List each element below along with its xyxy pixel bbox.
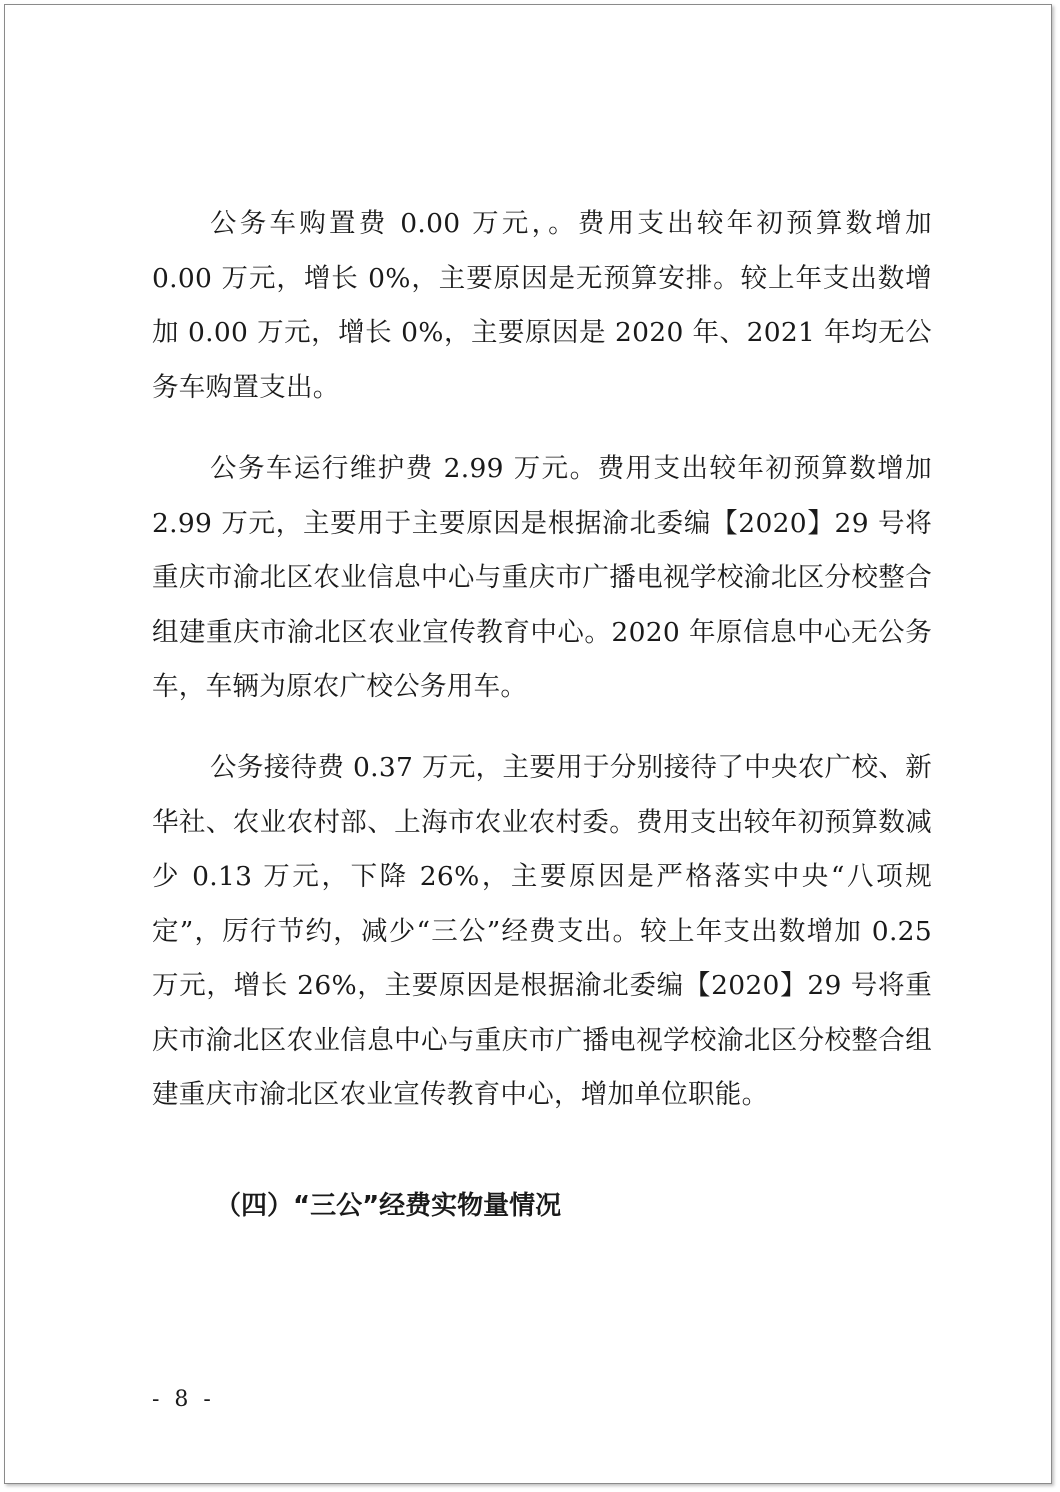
page-number: - 8 - xyxy=(152,1387,215,1412)
section-heading: （四）“三公”经费实物量情况 xyxy=(215,1191,562,1221)
paragraph-official-reception: 公务接待费 0.37 万元，主要用于分别接待了中央农广校、新华社、农业农村部、上海市农业农村委。费用支出较年初预算数减少 0.13 万元，下降 26%，主要原因是严格落实中央“八项规定”，厉行节约，减少“三公”经费支出。较上年支出数增加 0.25 万元，增长 26%，主要原因是根据渝北委编【2020】29 号将重庆市渝北区农业信息中心与重庆市广播电视学校渝北区分校整合组建重庆市渝北区农业宣传教育中心，增加单位职能。 xyxy=(152,752,932,1110)
paragraph-vehicle-maintenance: 公务车运行维护费 2.99 万元。费用支出较年初预算数增加 2.99 万元，主要用于主要原因是根据渝北委编【2020】29 号将重庆市渝北区农业信息中心与重庆市广播电视学校渝北区分校整合组建重庆市渝北区农业宣传教育中心。2020 年原信息中心无公务车，车辆为原农广校公务用车。 xyxy=(152,453,932,702)
document-page xyxy=(4,4,1052,1484)
paragraph-vehicle-purchase: 公务车购置费 0.00 万元，。费用支出较年初预算数增加 0.00 万元，增长 0%，主要原因是无预算安排。较上年支出数增加 0.00 万元，增长 0%，主要原因是 2020 年、2021 年均无公务车购置支出。 xyxy=(152,208,932,403)
